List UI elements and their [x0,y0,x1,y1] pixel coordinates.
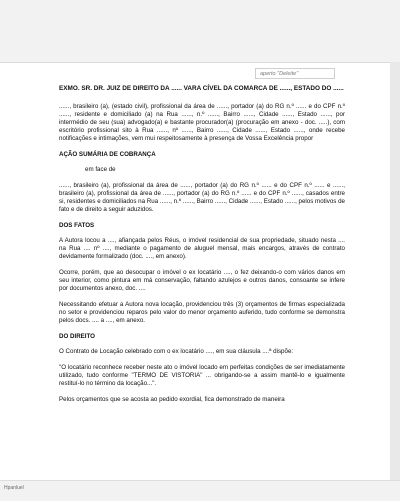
document-title: EXMO. SR. DR. JUIZ DE DIREITO DA ...... VARA CÍVEL DA COMARCA DE ......, ESTADO DO ...... [59,85,344,92]
against-label: em face de [85,166,116,173]
footer-bar [0,480,400,501]
intro-paragraph: ......, brasileiro (a), (estado civil), profissional da área de ......, portador (a) do RG n.º ...... e do CPF n.º ......, residente e domiciliado (a) na Rua ......, n.º ......, Bairro ......, Cidade ......, Estado ......, por intermédio de seu (sua) advogado(a) e bastante procurador(a) (procuração em anexo - doc. .....), com escritório profissional sito à Rua ......, nº ......, Bairro ......, Cidade ......, Estado ......, onde recebe notificações e intimações, vem mui respeitosamente à presença de Vossa Excelência propor [59,103,345,142]
facts-paragraph-3: Necessitando efetuar a Autora nova locação, providenciou três (3) orçamentos de firmas especializada no setor e providenciou reparos pelo valor do menor orçamento auferido, tudo conforme se demonstra pelos docs. .... a ...., em anexo. [59,301,345,324]
footer-label: Hpanluel [4,485,24,491]
document-page [0,62,390,481]
law-paragraph-2: Pelos orçamentos que se acosta ao pedido exordial, fica demonstrado de maneira [59,396,285,403]
law-paragraph-1: O Contrato de Locação celebrado com o ex locatário ...., em sua cláusula ....ª dispõe: [59,348,294,355]
tag-box[interactable]: aperto "Deleite" [255,68,335,79]
page-scroll-edge[interactable] [390,62,400,480]
contract-quote: "O locatário reconhece receber neste ato o imóvel locado em perfeitas condições de ser imediatamente utilizado, tudo conforme "TERMO DE VISTORIA" ... obrigando-se a assim mantê-lo e igualmente restituí-lo no término da locação...". [59,364,345,387]
defendants-paragraph: ......, brasileiro (a), profissional da área de ......, portador (a) do RG n.º ...... e do CPF n.º ...... e ......, brasileiro (a), profissional da área de ......, portador (a) do RG n.º ...... e do CPF n.º ......, casados entre si, residentes e domiciliados na Rua ......, n.º ......, Bairro ......, Cidade ......, Estado ......, pelos motivos de fato e de direito a seguir aduzidos. [59,182,345,213]
document-body [59,85,345,412]
action-title: AÇÃO SUMÁRIA DE COBRANÇA [59,151,156,158]
facts-paragraph-1: A Autora locou a ...., afiançada pelos Réus, o imóvel residencial de sua propriedade, situado nesta .... na Rua .... nº ...., mediante o pagamento de aluguel mensal, mais encargos, através de contrato devidamente formalizado (doc. ...., em anexo). [59,237,345,260]
law-heading: DO DIREITO [59,333,95,340]
facts-heading: DOS FATOS [59,222,95,229]
facts-paragraph-2: Ocorre, porém, que ao desocupar o imóvel o ex locatário ...., o fez deixando-o com vários danos em seu interior, como pintura em má conservação, faltando azulejos e outros danos, consoante se infere por documentos anexo, doc. .... [59,269,345,292]
